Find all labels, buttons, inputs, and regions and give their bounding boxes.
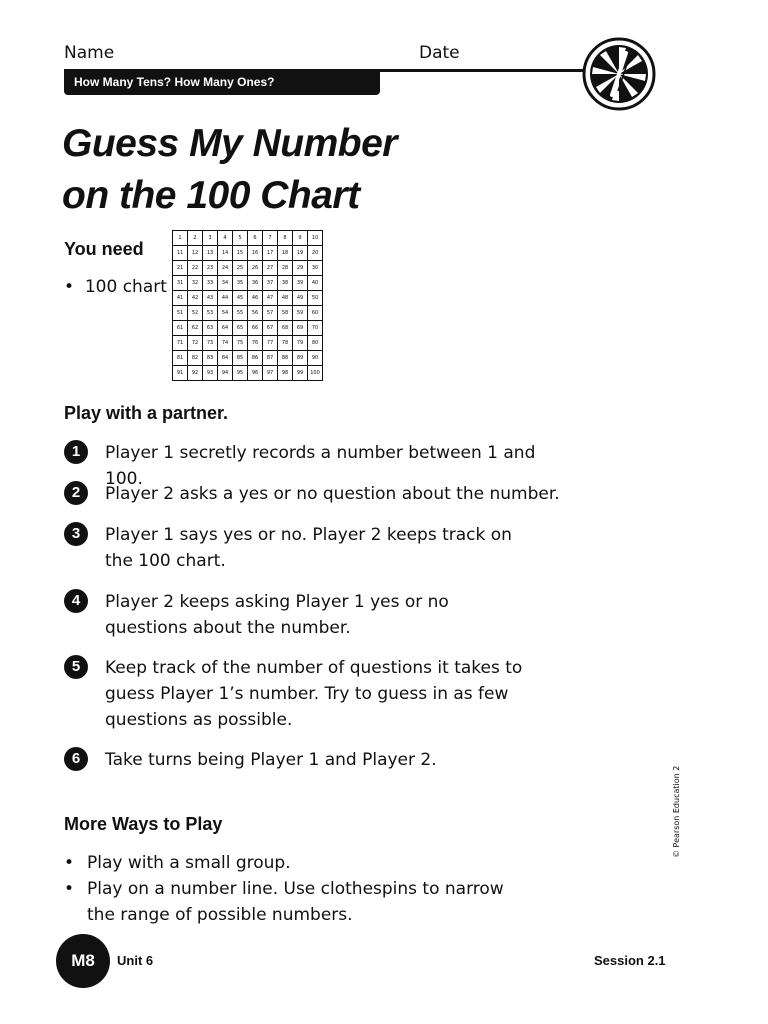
hundred-chart-cell: 19: [293, 246, 308, 261]
hundred-chart-cell: 25: [233, 261, 248, 276]
you-need-item: [64, 277, 167, 297]
hundred-chart-cell: 27: [263, 261, 278, 276]
hundred-chart-cell: 70: [308, 321, 323, 336]
hundred-chart-cell: 12: [188, 246, 203, 261]
step-number-badge: 6: [64, 747, 88, 771]
hundred-chart-cell: 34: [218, 276, 233, 291]
hundred-chart-cell: 50: [308, 291, 323, 306]
hundred-chart-cell: 98: [278, 366, 293, 381]
name-label: Name: [64, 43, 115, 63]
step-text: Player 1 says yes or no. Player 2 keeps track on the 100 chart.: [105, 525, 512, 571]
hundred-chart-cell: 24: [218, 261, 233, 276]
hundred-chart-cell: 40: [308, 276, 323, 291]
hundred-chart-cell: 48: [278, 291, 293, 306]
hundred-chart-cell: 57: [263, 306, 278, 321]
hundred-chart-cell: 42: [188, 291, 203, 306]
hundred-chart-cell: 100: [308, 366, 323, 381]
hundred-chart-cell: 15: [233, 246, 248, 261]
step-text: Keep track of the number of questions it takes to guess Player 1’s number. Try to guess in as few questions as possible.: [105, 658, 523, 730]
hundred-chart-cell: 5: [233, 231, 248, 246]
hundred-chart-cell: 13: [203, 246, 218, 261]
hundred-chart-cell: 44: [218, 291, 233, 306]
hundred-chart-cell: 78: [278, 336, 293, 351]
hundred-chart-cell: 32: [188, 276, 203, 291]
page-number-badge: M8: [56, 934, 110, 988]
unit-banner: How Many Tens? How Many Ones?: [64, 70, 380, 95]
hundred-chart-cell: 2: [188, 231, 203, 246]
hundred-chart-cell: 30: [308, 261, 323, 276]
hundred-chart-row: [173, 336, 323, 351]
hundred-chart-cell: 10: [308, 231, 323, 246]
hundred-chart-cell: 61: [173, 321, 188, 336]
hundred-chart-row: [173, 246, 323, 261]
hundred-chart-cell: 86: [248, 351, 263, 366]
investigations-logo-icon: [582, 37, 656, 111]
hundred-chart-row: [173, 351, 323, 366]
hundred-chart-cell: 66: [248, 321, 263, 336]
hundred-chart-cell: 52: [188, 306, 203, 321]
play-heading: Play with a partner.: [64, 403, 229, 423]
hundred-chart-cell: 22: [188, 261, 203, 276]
hundred-chart-cell: 58: [278, 306, 293, 321]
list-item-text: Play on a number line. Use clothespins to narrow the range of possible numbers.: [87, 879, 504, 925]
list-item-text: Play with a small group.: [87, 853, 291, 873]
hundred-chart-cell: 88: [278, 351, 293, 366]
hundred-chart-cell: 3: [203, 231, 218, 246]
hundred-chart-cell: 89: [293, 351, 308, 366]
hundred-chart-cell: 54: [218, 306, 233, 321]
hundred-chart-cell: 60: [308, 306, 323, 321]
hundred-chart-row: [173, 306, 323, 321]
hundred-chart-cell: 95: [233, 366, 248, 381]
hundred-chart-cell: 23: [203, 261, 218, 276]
you-need-item-label: 100 chart: [84, 277, 167, 297]
hundred-chart-cell: 81: [173, 351, 188, 366]
hundred-chart-row: [173, 261, 323, 276]
hundred-chart-cell: 43: [203, 291, 218, 306]
hundred-chart-cell: 63: [203, 321, 218, 336]
hundred-chart-cell: 85: [233, 351, 248, 366]
hundred-chart-cell: 14: [218, 246, 233, 261]
bullet-dot: •: [64, 853, 75, 873]
hundred-chart-cell: 31: [173, 276, 188, 291]
list-item: [64, 876, 507, 928]
hundred-chart-cell: 49: [293, 291, 308, 306]
step-number-badge: 2: [64, 481, 88, 505]
step-number-badge: 1: [64, 440, 88, 464]
hundred-chart-cell: 16: [248, 246, 263, 261]
hundred-chart-cell: 6: [248, 231, 263, 246]
hundred-chart-cell: 62: [188, 321, 203, 336]
hundred-chart-cell: 1: [173, 231, 188, 246]
hundred-chart-cell: 82: [188, 351, 203, 366]
hundred-chart-cell: 4: [218, 231, 233, 246]
hundred-chart-cell: 92: [188, 366, 203, 381]
hundred-chart-cell: 90: [308, 351, 323, 366]
hundred-chart-cell: 11: [173, 246, 188, 261]
hundred-chart-cell: 64: [218, 321, 233, 336]
hundred-chart-cell: 76: [248, 336, 263, 351]
hundred-chart-cell: 71: [173, 336, 188, 351]
bullet-dot: •: [64, 879, 75, 899]
date-label: Date: [419, 43, 460, 63]
hundred-chart-cell: 33: [203, 276, 218, 291]
hundred-chart: [172, 230, 323, 381]
hundred-chart-cell: 47: [263, 291, 278, 306]
hundred-chart-cell: 17: [263, 246, 278, 261]
title-line-1: Guess My Number: [62, 122, 397, 165]
hundred-chart-cell: 96: [248, 366, 263, 381]
step-text: Player 2 asks a yes or no question about the number.: [105, 484, 560, 504]
hundred-chart-cell: 39: [293, 276, 308, 291]
title-line-2: on the 100 Chart: [62, 174, 360, 217]
hundred-chart-row: [173, 366, 323, 381]
hundred-chart-cell: 91: [173, 366, 188, 381]
hundred-chart-cell: 73: [203, 336, 218, 351]
hundred-chart-cell: 87: [263, 351, 278, 366]
page-title: [62, 118, 397, 222]
hundred-chart-row: [173, 231, 323, 246]
hundred-chart-cell: 35: [233, 276, 248, 291]
step-text: Player 2 keeps asking Player 1 yes or no questions about the number.: [105, 592, 449, 638]
hundred-chart-cell: 9: [293, 231, 308, 246]
hundred-chart-cell: 79: [293, 336, 308, 351]
copyright-notice: © Pearson Education 2: [672, 765, 681, 858]
hundred-chart-cell: 97: [263, 366, 278, 381]
hundred-chart-cell: 67: [263, 321, 278, 336]
hundred-chart-cell: 99: [293, 366, 308, 381]
hundred-chart-cell: 46: [248, 291, 263, 306]
hundred-chart-cell: 37: [263, 276, 278, 291]
hundred-chart-cell: 94: [218, 366, 233, 381]
step-text: Player 1 secretly records a number between 1 and 100.: [105, 443, 536, 489]
unit-label: Unit 6: [117, 953, 154, 968]
hundred-chart-grid: [172, 230, 323, 381]
hundred-chart-cell: 28: [278, 261, 293, 276]
hundred-chart-cell: 84: [218, 351, 233, 366]
hundred-chart-cell: 26: [248, 261, 263, 276]
hundred-chart-cell: 80: [308, 336, 323, 351]
hundred-chart-cell: 8: [278, 231, 293, 246]
hundred-chart-cell: 45: [233, 291, 248, 306]
hundred-chart-cell: 83: [203, 351, 218, 366]
you-need-heading: You need: [64, 239, 144, 259]
hundred-chart-cell: 65: [233, 321, 248, 336]
hundred-chart-cell: 21: [173, 261, 188, 276]
step-text: Take turns being Player 1 and Player 2.: [105, 750, 437, 770]
hundred-chart-cell: 93: [203, 366, 218, 381]
hundred-chart-cell: 29: [293, 261, 308, 276]
hundred-chart-cell: 53: [203, 306, 218, 321]
hundred-chart-row: [173, 291, 323, 306]
hundred-chart-cell: 41: [173, 291, 188, 306]
session-label: Session 2.1: [594, 953, 666, 968]
hundred-chart-cell: 56: [248, 306, 263, 321]
hundred-chart-cell: 38: [278, 276, 293, 291]
hundred-chart-cell: 51: [173, 306, 188, 321]
list-item: [64, 850, 534, 876]
hundred-chart-cell: 36: [248, 276, 263, 291]
bullet-dot: •: [64, 277, 85, 297]
hundred-chart-cell: 74: [218, 336, 233, 351]
hundred-chart-cell: 69: [293, 321, 308, 336]
hundred-chart-row: [173, 321, 323, 336]
hundred-chart-cell: 59: [293, 306, 308, 321]
hundred-chart-cell: 55: [233, 306, 248, 321]
hundred-chart-cell: 18: [278, 246, 293, 261]
hundred-chart-cell: 75: [233, 336, 248, 351]
step-number-badge: 5: [64, 655, 88, 679]
hundred-chart-cell: 77: [263, 336, 278, 351]
hundred-chart-cell: 72: [188, 336, 203, 351]
hundred-chart-row: [173, 276, 323, 291]
hundred-chart-cell: 68: [278, 321, 293, 336]
step-number-badge: 4: [64, 589, 88, 613]
more-ways-heading: More Ways to Play: [64, 814, 223, 834]
hundred-chart-cell: 20: [308, 246, 323, 261]
more-ways-list: [64, 850, 534, 928]
step-number-badge: 3: [64, 522, 88, 546]
hundred-chart-cell: 7: [263, 231, 278, 246]
